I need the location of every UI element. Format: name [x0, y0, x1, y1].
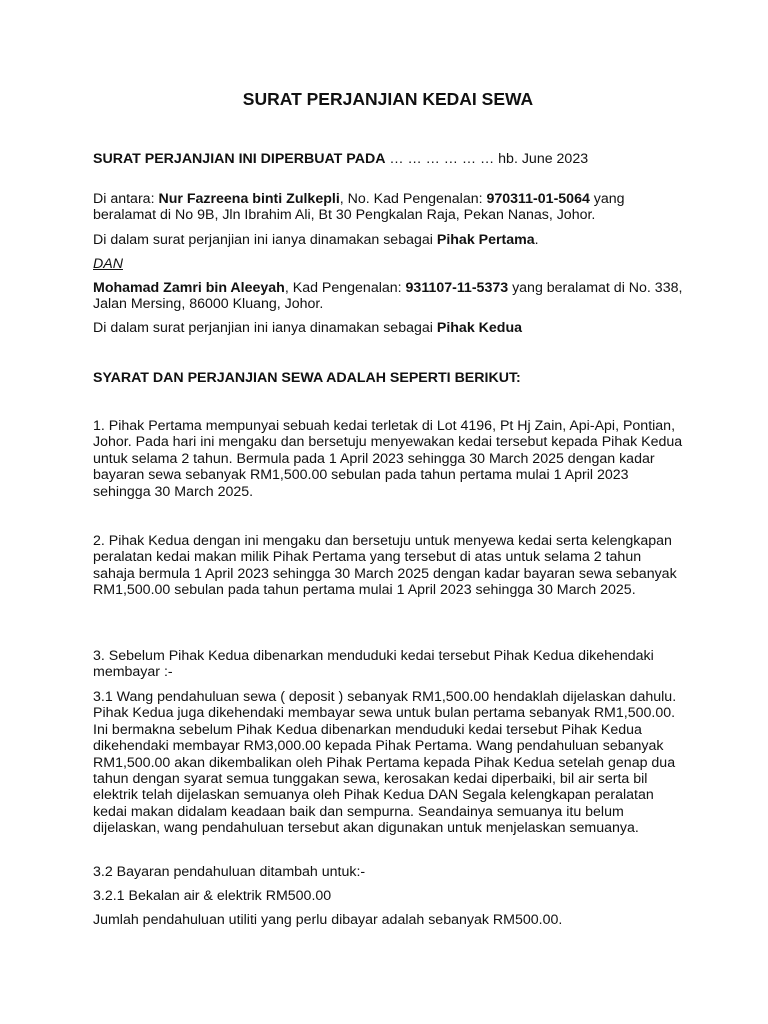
clause-3-2: 3.2 Bayaran pendahuluan ditambah untuk:-: [93, 864, 366, 880]
party2-details: [93, 280, 683, 313]
party1-role-statement: [93, 232, 683, 248]
party2-role: Pihak Kedua: [436, 320, 523, 336]
intro-bold-lead: SURAT PERJANJIAN INI DIPERBUAT PADA: [93, 151, 386, 167]
intro-date-placeholder: … … … … … … hb. June 2023: [385, 151, 589, 167]
party2-name: Mohamad Zamri bin Aleeyah: [93, 280, 285, 296]
clause-1: 1. Pihak Pertama mempunyai sebuah kedai terletak di Lot 4196, Pt Hj Zain, Api-Api, Pontian, Johor. Pada hari ini mengaku dan bersetuju menyewakan kedai tersebut kepada Pihak Kedua untuk selama 2 tahun. Bermula pada 1 April 2023 sehingga 30 March 2025 dengan kadar bayaran sewa sebanyak RM1,500.00 sebulan pada tahun pertama mulai 1 April 2023 sehingga 30 March 2025.: [93, 418, 683, 500]
party1-address: yang beralamat di No 9B, Jln Ibrahim Ali, Bt 30 Pengkalan Raja, Pekan Nanas, Johor.: [93, 191, 625, 224]
utility-total: Jumlah pendahuluan utiliti yang perlu dibayar adalah sebanyak RM500.00.: [93, 912, 563, 928]
party1-name: Nur Fazreena binti Zulkepli: [158, 191, 340, 207]
party2-role-prefix: Di dalam surat perjanjian ini ianya dinamakan sebagai: [93, 320, 437, 336]
clause-2: 2. Pihak Kedua dengan ini mengaku dan bersetuju untuk menyewa kedai serta kelengkapan peralatan kedai makan milik Pihak Pertama yang tersebut di atas untuk selama 2 tahun sahaja bermula 1 April 2023 sehingga 30 March 2025 dengan kadar bayaran sewa sebanyak RM1,500.00 sebulan pada tahun pertama mulai 1 April 2023 sehingga 30 March 2025.: [93, 533, 677, 599]
clause-3-1: 3.1 Wang pendahuluan sewa ( deposit ) sebanyak RM1,500.00 hendaklah dijelaskan dahulu. Pihak Kedua juga dikehendaki membayar sewa untuk bulan pertama sebanyak RM1,500.00. Ini bermakna sebelum Pihak Kedua dibenarkan menduduki kedai tersebut Pihak Kedua dikehendaki membayar RM3,000.00 kepada Pihak Pertama. Wang pendahuluan sebanyak RM1,500.00 akan dikembalikan oleh Pihak Pertama kepada Pihak Kedua setelah genap dua tahun dengan syarat semua tunggakan sewa, kerosakan kedai diperbaiki, bil air serta bil elektrik telah dijelaskan semuanya oleh Pihak Kedua DAN Segala kelengkapan peralatan kedai makan didalam keadaan baik dan sempurna. Seandainya semuanya itu belum dijelaskan, wang pendahuluan tersebut akan digunakan untuk menjelaskan semuanya.: [93, 689, 677, 837]
party1-role-suffix: .: [534, 232, 539, 248]
clause-3-2-1: 3.2.1 Bekalan air & elektrik RM500.00: [93, 888, 332, 904]
party1-ic-number: 970311-01-5064: [486, 191, 590, 207]
party2-ic-label: , Kad Pengenalan:: [284, 280, 406, 296]
dan-separator: [93, 256, 683, 272]
party2-ic-number: 931107-11-5373: [405, 280, 509, 296]
party1-role: Pihak Pertama: [436, 232, 535, 248]
party1-ic-label: , No. Kad Pengenalan:: [339, 191, 487, 207]
party1-role-prefix: Di dalam surat perjanjian ini ianya dinamakan sebagai: [93, 232, 437, 248]
document-title: SURAT PERJANJIAN KEDAI SEWA: [242, 89, 534, 109]
intro-line: [93, 151, 683, 167]
party1-details: [93, 191, 683, 224]
dan-text: DAN: [93, 256, 123, 272]
terms-heading: SYARAT DAN PERJANJIAN SEWA ADALAH SEPERTI BERIKUT:: [93, 370, 521, 386]
party1-prefix: Di antara:: [93, 191, 159, 207]
party2-role-statement: [93, 320, 683, 336]
party2-address: yang beralamat di No. 338, Jalan Mersing, 86000 Kluang, Johor.: [93, 280, 683, 313]
clause-3: 3. Sebelum Pihak Kedua dibenarkan menduduki kedai tersebut Pihak Kedua dikehendaki membayar :-: [93, 648, 654, 681]
